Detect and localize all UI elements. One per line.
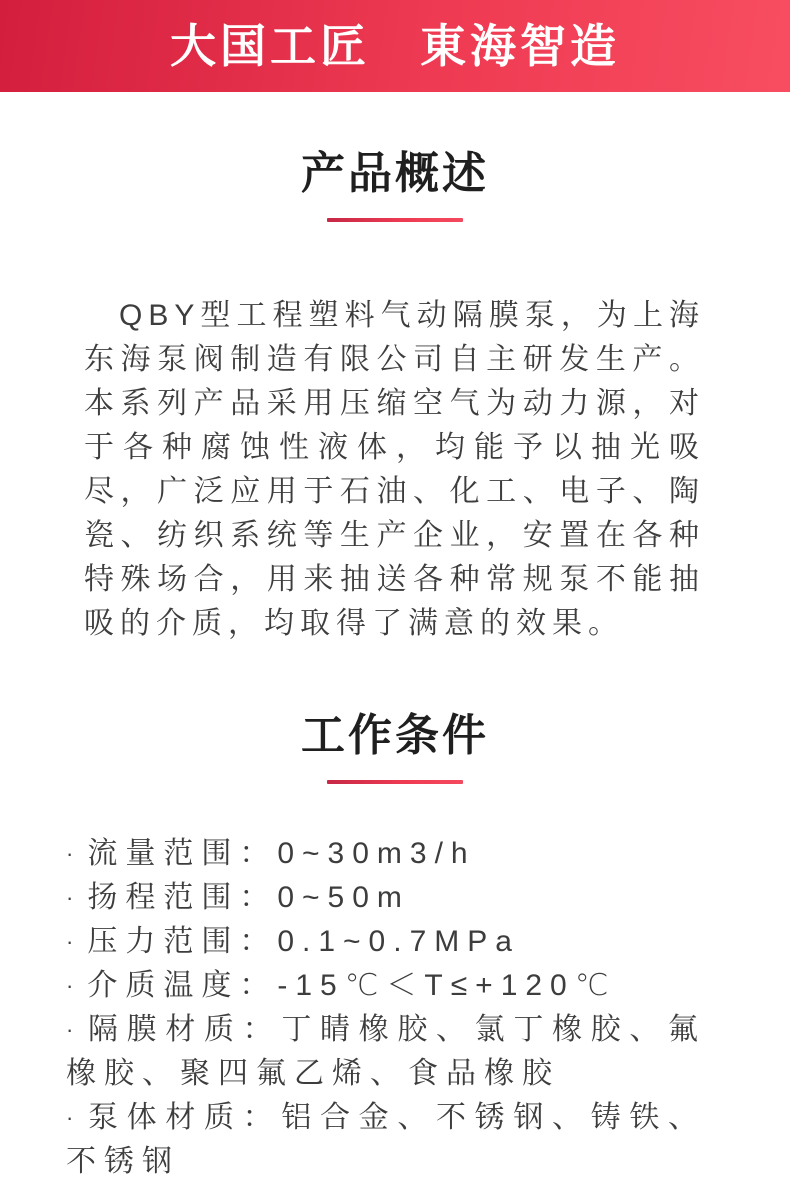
condition-text: 隔膜材质：丁睛橡胶、氯丁橡胶、氟橡胶、聚四氟乙烯、食品橡胶: [66, 1013, 706, 1090]
product-overview-section: [0, 148, 790, 646]
condition-item-pump-body-material: [66, 1096, 706, 1184]
condition-text: 介质温度：-15℃＜T≤+120℃: [87, 969, 617, 1002]
overview-title-underline: [327, 218, 463, 222]
condition-text: 流量范围：0~30m3/h: [87, 837, 476, 870]
conditions-title-underline: [327, 780, 463, 784]
bullet-icon: ·: [66, 1105, 82, 1130]
condition-item-flow-range: [66, 832, 706, 876]
top-banner: [0, 0, 790, 92]
bullet-icon: ·: [66, 973, 82, 998]
condition-item-head-range: [66, 876, 706, 920]
bullet-icon: ·: [66, 885, 82, 910]
conditions-section-title: 工作条件: [301, 711, 489, 760]
condition-text: 扬程范围：0~50m: [87, 881, 410, 914]
bullet-icon: ·: [66, 929, 82, 954]
condition-text: 压力范围：0.1~0.7MPa: [87, 925, 520, 958]
condition-item-pressure-range: [66, 920, 706, 964]
bullet-icon: ·: [66, 1017, 82, 1042]
bullet-icon: ·: [66, 841, 82, 866]
conditions-list: [66, 832, 706, 1184]
banner-slogan: 大国工匠 東海智造: [170, 20, 620, 72]
condition-text: 泵体材质：铝合金、不锈钢、铸铁、不锈钢: [66, 1101, 706, 1178]
overview-paragraph: QBY型工程塑料气动隔膜泵，为上海东海泵阀制造有限公司自主研发生产。本系列产品采用压缩空气为动力源，对于各种腐蚀性液体，均能予以抽光吸尽，广泛应用于石油、化工、电子、陶瓷、纺织系统等生产企业，安置在各种特殊场合，用来抽送各种常规泵不能抽吸的介质，均取得了满意的效果。: [84, 299, 705, 640]
overview-section-title: 产品概述: [301, 149, 489, 198]
condition-item-diaphragm-material: [66, 1008, 706, 1096]
condition-item-medium-temperature: [66, 964, 706, 1008]
working-conditions-section: [0, 710, 790, 1184]
